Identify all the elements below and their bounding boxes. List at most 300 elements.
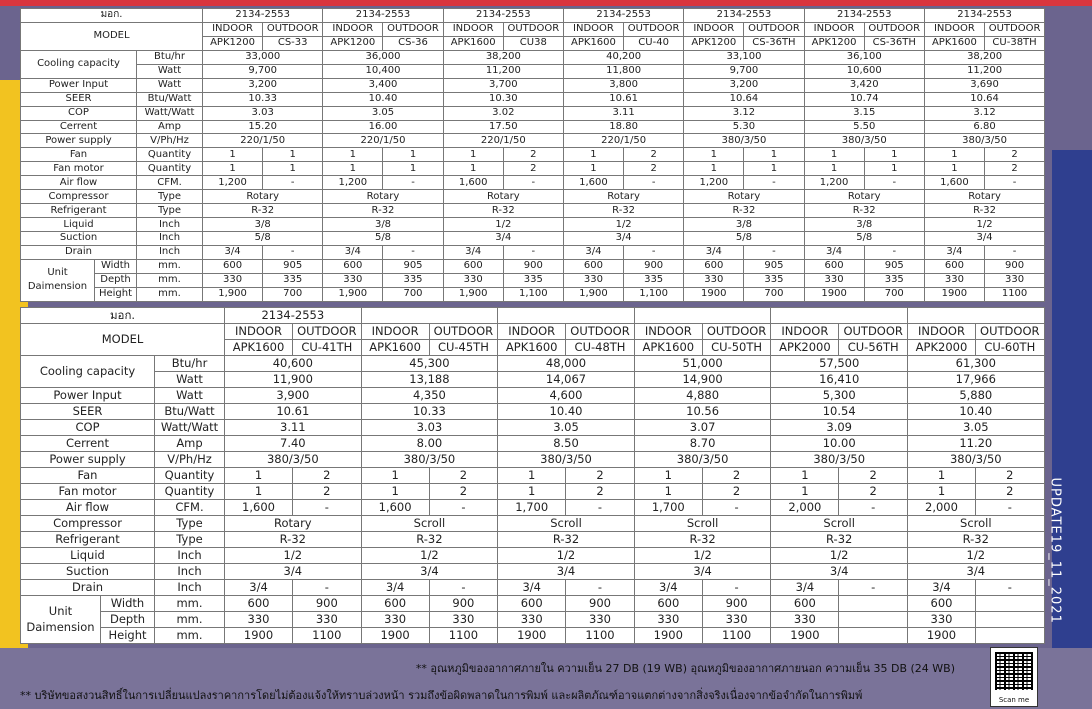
outdoor-value: 330: [293, 612, 362, 628]
outdoor-model: CU-48TH: [566, 340, 635, 356]
row-label: Fan motor: [21, 162, 137, 176]
indoor-value: 1900: [498, 628, 566, 644]
indoor-value: 600: [361, 596, 429, 612]
row-unit: Type: [155, 532, 225, 548]
outdoor-value: -: [984, 245, 1044, 259]
indoor-value: 600: [498, 596, 566, 612]
value-cell: R-32: [203, 204, 323, 218]
value-cell: Rotary: [684, 190, 804, 204]
value-cell: 48,000: [498, 356, 635, 372]
indoor-model: APK1200: [684, 36, 744, 50]
tis-standard: 2134-2553: [203, 9, 323, 23]
outdoor-value: 2: [702, 484, 771, 500]
indoor-value: 3/4: [771, 580, 839, 596]
value-cell: 11,200: [924, 64, 1044, 78]
indoor-value: 600: [443, 259, 503, 273]
value-cell: 38,200: [443, 50, 563, 64]
value-cell: 6.80: [924, 120, 1044, 134]
qr-code-icon: [995, 652, 1033, 690]
outdoor-value: 2: [984, 148, 1044, 162]
row-unit: Quantity: [137, 148, 203, 162]
row-unit: Inch: [155, 548, 225, 564]
value-cell: 40,200: [563, 50, 683, 64]
indoor-value: 1: [443, 148, 503, 162]
outdoor-value: 905: [263, 259, 323, 273]
row-label: Height: [101, 628, 155, 644]
outdoor-value: [839, 612, 908, 628]
table-row: [21, 259, 1045, 273]
outdoor-value: 1,100: [623, 287, 683, 301]
indoor-header: INDOOR: [907, 324, 975, 340]
outdoor-value: 330: [566, 612, 635, 628]
outdoor-header: OUTDOOR: [623, 22, 683, 36]
value-cell: 1/2: [361, 548, 498, 564]
indoor-value: 2,000: [771, 500, 839, 516]
value-cell: 10,400: [323, 64, 443, 78]
indoor-header: INDOOR: [924, 22, 984, 36]
indoor-value: 1: [634, 468, 702, 484]
outdoor-model: CU-38TH: [984, 36, 1044, 50]
value-cell: 11,800: [563, 64, 683, 78]
indoor-header: INDOOR: [203, 22, 263, 36]
value-cell: 61,300: [907, 356, 1044, 372]
value-cell: 3,690: [924, 78, 1044, 92]
value-cell: 10.64: [684, 92, 804, 106]
value-cell: 3.02: [443, 106, 563, 120]
indoor-model: APK1600: [634, 340, 702, 356]
tis-standard: 2134-2553: [563, 9, 683, 23]
outdoor-value: [975, 612, 1044, 628]
table-row: [21, 64, 1045, 78]
indoor-value: 330: [323, 273, 383, 287]
indoor-value: 1: [684, 162, 744, 176]
value-cell: Rotary: [563, 190, 683, 204]
row-unit: Inch: [155, 580, 225, 596]
outdoor-header: OUTDOOR: [984, 22, 1044, 36]
value-cell: Scroll: [361, 516, 498, 532]
outdoor-value: 2: [975, 484, 1044, 500]
indoor-value: 330: [907, 612, 975, 628]
value-cell: 3.15: [804, 106, 924, 120]
footnote-2: ** บริษัทขอสงวนสิทธิ์ในการเปลี่ยนแปลงราคาการโดยไม่ต้องแจ้งให้ทราบล่วงหน้า รวมถึงข้อผิดพลาดในการพิมพ์ และผลิตภัณฑ์อาจแตกต่างจากสิ่งจริงเนื่องจากข้อจำกัดในการพิมพ์: [20, 689, 863, 702]
value-cell: Scroll: [634, 516, 771, 532]
outdoor-value: -: [429, 500, 498, 516]
value-cell: 3.03: [361, 420, 498, 436]
row-unit: Quantity: [155, 484, 225, 500]
outdoor-value: 330: [429, 612, 498, 628]
outdoor-value: -: [702, 500, 771, 516]
value-cell: 45,300: [361, 356, 498, 372]
indoor-value: 1: [361, 484, 429, 500]
outdoor-value: 2: [702, 468, 771, 484]
value-cell: 4,880: [634, 388, 771, 404]
table-row: [21, 50, 1045, 64]
row-unit: Watt: [137, 64, 203, 78]
indoor-value: 330: [443, 273, 503, 287]
row-unit: Amp: [137, 120, 203, 134]
outdoor-value: 1: [864, 148, 924, 162]
value-cell: 9,700: [203, 64, 323, 78]
value-cell: 14,900: [634, 372, 771, 388]
indoor-model: APK1600: [498, 340, 566, 356]
value-cell: 38,200: [924, 50, 1044, 64]
outdoor-value: 335: [383, 273, 443, 287]
indoor-value: 1: [804, 148, 864, 162]
indoor-value: 3/4: [684, 245, 744, 259]
value-cell: 380/3/50: [924, 134, 1044, 148]
outdoor-model: CU-60TH: [975, 340, 1044, 356]
row-unit: Quantity: [137, 162, 203, 176]
row-unit: mm.: [137, 259, 203, 273]
indoor-value: 600: [634, 596, 702, 612]
value-cell: 3,400: [323, 78, 443, 92]
indoor-value: 1,600: [225, 500, 293, 516]
table-row: [21, 148, 1045, 162]
indoor-value: 1: [225, 468, 293, 484]
outdoor-model: CU-56TH: [839, 340, 908, 356]
row-unit: Type: [137, 204, 203, 218]
table-row: [21, 372, 1045, 388]
tis-standard: [498, 308, 635, 324]
outdoor-value: 2: [503, 148, 563, 162]
outdoor-header: OUTDOOR: [429, 324, 498, 340]
tis-standard: [634, 308, 771, 324]
outdoor-value: 900: [702, 596, 771, 612]
row-label: Air flow: [21, 500, 155, 516]
indoor-value: 330: [634, 612, 702, 628]
table-row: [21, 78, 1045, 92]
value-cell: 11,900: [225, 372, 362, 388]
value-cell: 3,900: [225, 388, 362, 404]
row-unit: Btu/hr: [155, 356, 225, 372]
indoor-value: 3/4: [907, 580, 975, 596]
outdoor-value: [975, 628, 1044, 644]
indoor-value: 600: [225, 596, 293, 612]
value-cell: Scroll: [907, 516, 1044, 532]
indoor-value: 330: [225, 612, 293, 628]
indoor-value: 600: [771, 596, 839, 612]
row-label: Fan: [21, 468, 155, 484]
outdoor-value: -: [975, 580, 1044, 596]
dimension-label-line2: Daimension: [27, 281, 88, 293]
outdoor-value: 335: [503, 273, 563, 287]
indoor-model: APK1600: [563, 36, 623, 50]
value-cell: 10.40: [498, 404, 635, 420]
dimension-label-line2: Daimension: [26, 619, 95, 634]
outdoor-model: CU-45TH: [429, 340, 498, 356]
table-row: [21, 420, 1045, 436]
value-cell: 380/3/50: [634, 452, 771, 468]
indoor-value: 1900: [225, 628, 293, 644]
table-row: [21, 308, 1045, 324]
indoor-header: INDOOR: [498, 324, 566, 340]
outdoor-value: 2: [839, 468, 908, 484]
outdoor-value: 700: [383, 287, 443, 301]
row-unit: Watt: [155, 372, 225, 388]
outdoor-value: -: [566, 580, 635, 596]
outdoor-header: OUTDOOR: [702, 324, 771, 340]
outdoor-value: 905: [864, 259, 924, 273]
value-cell: 3.09: [771, 420, 908, 436]
dimension-label: [21, 596, 101, 644]
row-label: Fan motor: [21, 484, 155, 500]
row-unit: V/Ph/Hz: [155, 452, 225, 468]
indoor-value: 1: [225, 484, 293, 500]
indoor-value: 1,200: [323, 176, 383, 190]
tis-standard: 2134-2553: [443, 9, 563, 23]
value-cell: 3/8: [323, 218, 443, 232]
value-cell: 380/3/50: [498, 452, 635, 468]
value-cell: 18.80: [563, 120, 683, 134]
value-cell: R-32: [684, 204, 804, 218]
outdoor-value: 2: [566, 484, 635, 500]
table-row: [21, 468, 1045, 484]
indoor-value: 1900: [684, 287, 744, 301]
value-cell: 10.74: [804, 92, 924, 106]
value-cell: 10.56: [634, 404, 771, 420]
row-unit: Watt/Watt: [137, 106, 203, 120]
indoor-value: 330: [684, 273, 744, 287]
value-cell: 3,200: [684, 78, 804, 92]
indoor-value: 3/4: [361, 580, 429, 596]
indoor-value: 1: [361, 468, 429, 484]
indoor-value: 3/4: [804, 245, 864, 259]
value-cell: 17.50: [443, 120, 563, 134]
value-cell: R-32: [771, 532, 908, 548]
value-cell: 220/1/50: [443, 134, 563, 148]
row-label: Power Input: [21, 78, 137, 92]
value-cell: 3.05: [907, 420, 1044, 436]
outdoor-value: 1100: [429, 628, 498, 644]
value-cell: 5/8: [323, 232, 443, 246]
row-label: Suction: [21, 232, 137, 246]
indoor-header: INDOOR: [225, 324, 293, 340]
table-row: [21, 436, 1045, 452]
outdoor-value: 1,100: [503, 287, 563, 301]
outdoor-value: -: [975, 500, 1044, 516]
outdoor-value: 2: [623, 162, 683, 176]
row-unit: Amp: [155, 436, 225, 452]
outdoor-value: 1100: [984, 287, 1044, 301]
outdoor-value: 900: [429, 596, 498, 612]
indoor-value: 1: [771, 484, 839, 500]
value-cell: 3,420: [804, 78, 924, 92]
value-cell: 1/2: [443, 218, 563, 232]
row-label: Compressor: [21, 190, 137, 204]
tis-standard: 2134-2553: [924, 9, 1044, 23]
outdoor-header: OUTDOOR: [975, 324, 1044, 340]
decor-red-strip: [0, 0, 1092, 6]
outdoor-value: -: [623, 245, 683, 259]
indoor-value: 1: [563, 162, 623, 176]
table-row: [21, 245, 1045, 259]
outdoor-value: -: [984, 176, 1044, 190]
outdoor-header: OUTDOOR: [503, 22, 563, 36]
value-cell: 5,300: [771, 388, 908, 404]
indoor-value: 3/4: [203, 245, 263, 259]
table-row: [21, 548, 1045, 564]
indoor-value: 2,000: [907, 500, 975, 516]
tis-standard: 2134-2553: [225, 308, 362, 324]
dimension-label: [21, 259, 95, 301]
value-cell: 3/4: [924, 232, 1044, 246]
table-row: [21, 92, 1045, 106]
value-cell: R-32: [634, 532, 771, 548]
value-cell: 220/1/50: [323, 134, 443, 148]
indoor-value: 600: [203, 259, 263, 273]
outdoor-value: 335: [623, 273, 683, 287]
value-cell: 10.40: [907, 404, 1044, 420]
value-cell: 10.30: [443, 92, 563, 106]
table-row: [21, 273, 1045, 287]
value-cell: 3,700: [443, 78, 563, 92]
indoor-value: 1,200: [203, 176, 263, 190]
value-cell: R-32: [563, 204, 683, 218]
table-row: [21, 22, 1045, 36]
update-label-text: UPDATE19_11_2021: [1047, 477, 1063, 624]
value-cell: R-32: [361, 532, 498, 548]
row-label: Liquid: [21, 218, 137, 232]
row-label: Width: [101, 596, 155, 612]
row-label: SEER: [21, 92, 137, 106]
row-unit: Inch: [155, 564, 225, 580]
indoor-value: 1900: [804, 287, 864, 301]
indoor-model: APK1600: [443, 36, 503, 50]
table-row: [21, 580, 1045, 596]
indoor-value: 1,900: [323, 287, 383, 301]
value-cell: R-32: [924, 204, 1044, 218]
outdoor-value: 1: [383, 148, 443, 162]
outdoor-model: CS-36TH: [864, 36, 924, 50]
row-unit: Inch: [137, 232, 203, 246]
outdoor-value: 2: [429, 484, 498, 500]
row-label: COP: [21, 106, 137, 120]
row-unit: Type: [155, 516, 225, 532]
indoor-value: 1,900: [563, 287, 623, 301]
outdoor-value: 2: [566, 468, 635, 484]
value-cell: 8.50: [498, 436, 635, 452]
indoor-header: INDOOR: [634, 324, 702, 340]
indoor-value: 3/4: [443, 245, 503, 259]
value-cell: 8.00: [361, 436, 498, 452]
value-cell: 5/8: [684, 232, 804, 246]
table-row: [21, 628, 1045, 644]
row-label: Power supply: [21, 452, 155, 468]
table-row: [21, 500, 1045, 516]
outdoor-value: 1100: [293, 628, 362, 644]
value-cell: 4,350: [361, 388, 498, 404]
outdoor-header: OUTDOOR: [293, 324, 362, 340]
outdoor-value: 905: [744, 259, 804, 273]
value-cell: 380/3/50: [361, 452, 498, 468]
value-cell: 10.64: [924, 92, 1044, 106]
outdoor-model: CU-50TH: [702, 340, 771, 356]
value-cell: 10,600: [804, 64, 924, 78]
indoor-value: 3/4: [924, 245, 984, 259]
value-cell: 3/8: [684, 218, 804, 232]
outdoor-value: -: [566, 500, 635, 516]
outdoor-value: 2: [623, 148, 683, 162]
tis-standard: [361, 308, 498, 324]
value-cell: 10.61: [225, 404, 362, 420]
indoor-value: 3/4: [225, 580, 293, 596]
value-cell: 15.20: [203, 120, 323, 134]
indoor-value: 600: [563, 259, 623, 273]
value-cell: R-32: [225, 532, 362, 548]
value-cell: 10.33: [361, 404, 498, 420]
value-cell: 1/2: [498, 548, 635, 564]
value-cell: 33,100: [684, 50, 804, 64]
qr-code[interactable]: [990, 647, 1038, 707]
outdoor-value: 700: [263, 287, 323, 301]
tis-standard: [907, 308, 1044, 324]
indoor-header: INDOOR: [361, 324, 429, 340]
spec-table-2: [20, 307, 1044, 644]
value-cell: 3/4: [361, 564, 498, 580]
row-unit: Watt: [155, 388, 225, 404]
indoor-model: APK2000: [771, 340, 839, 356]
row-label: Height: [95, 287, 137, 301]
value-cell: 17,966: [907, 372, 1044, 388]
model-header: MODEL: [21, 324, 225, 356]
value-cell: 57,500: [771, 356, 908, 372]
row-label: Drain: [21, 245, 137, 259]
row-unit: mm.: [155, 612, 225, 628]
value-cell: 16.00: [323, 120, 443, 134]
value-cell: 3.11: [225, 420, 362, 436]
table-row: [21, 356, 1045, 372]
row-label: Depth: [95, 273, 137, 287]
value-cell: 5,880: [907, 388, 1044, 404]
indoor-value: 1: [924, 148, 984, 162]
indoor-value: 600: [924, 259, 984, 273]
indoor-value: 1,600: [563, 176, 623, 190]
value-cell: R-32: [323, 204, 443, 218]
footnote-1: ** อุณหภูมิของอากาศภายใน ความเย็น 27 DB (19 WB) อุณหภูมิของอากาศภายนอก ความเย็น 35 DB (24 WB): [415, 662, 955, 675]
value-cell: 3.12: [684, 106, 804, 120]
qr-caption: Scan me: [998, 696, 1030, 704]
row-label: Cooling capacity: [21, 50, 137, 78]
indoor-value: 330: [361, 612, 429, 628]
outdoor-value: 900: [293, 596, 362, 612]
value-cell: 380/3/50: [684, 134, 804, 148]
outdoor-header: OUTDOOR: [744, 22, 804, 36]
value-cell: Rotary: [203, 190, 323, 204]
outdoor-value: 1100: [566, 628, 635, 644]
tis-standard: [771, 308, 908, 324]
value-cell: R-32: [443, 204, 563, 218]
indoor-model: APK1600: [924, 36, 984, 50]
value-cell: Scroll: [498, 516, 635, 532]
row-label: Cooling capacity: [21, 356, 155, 388]
indoor-value: 1900: [361, 628, 429, 644]
row-label: COP: [21, 420, 155, 436]
outdoor-value: 900: [503, 259, 563, 273]
outdoor-value: 1100: [702, 628, 771, 644]
value-cell: Rotary: [924, 190, 1044, 204]
outdoor-value: 905: [383, 259, 443, 273]
table-row: [21, 324, 1045, 340]
indoor-header: INDOOR: [771, 324, 839, 340]
value-cell: 1/2: [771, 548, 908, 564]
indoor-value: 1: [907, 468, 975, 484]
indoor-value: 330: [924, 273, 984, 287]
outdoor-value: -: [503, 245, 563, 259]
indoor-value: 330: [563, 273, 623, 287]
indoor-value: 1,600: [924, 176, 984, 190]
value-cell: 5.50: [804, 120, 924, 134]
outdoor-model: CS-36TH: [744, 36, 804, 50]
